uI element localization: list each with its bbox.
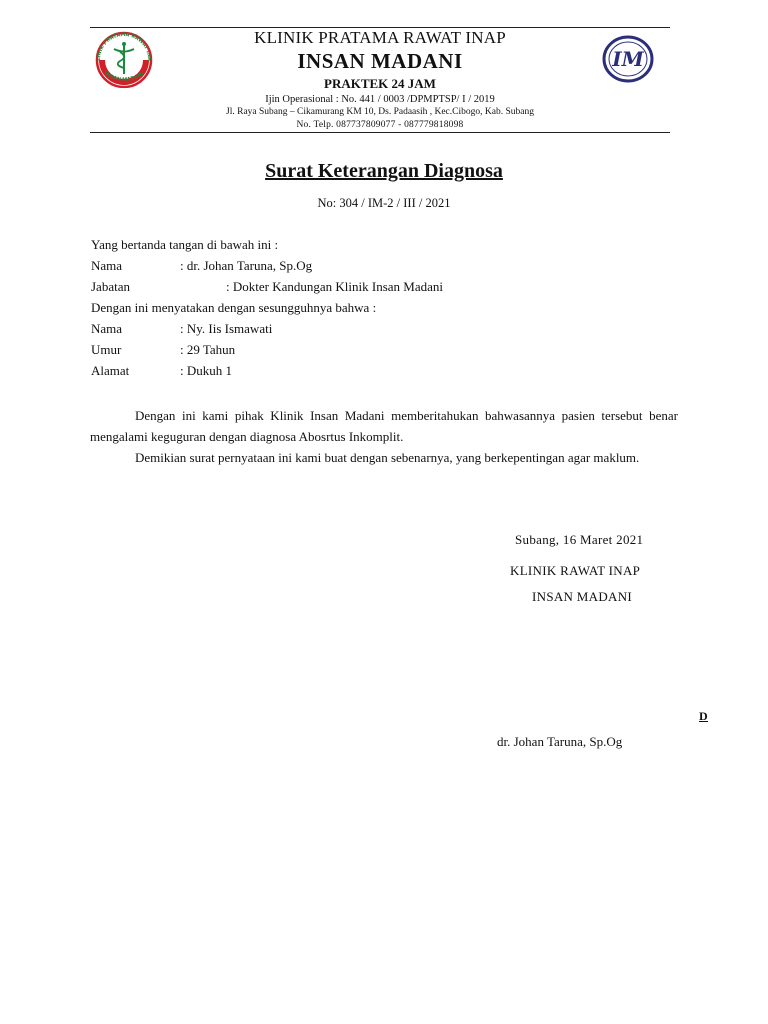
service-hours: PRAKTEK 24 JAM [324,76,436,91]
place-date: Subang, 16 Maret 2021 [515,532,644,547]
caduceus-seal-icon [92,30,156,88]
header-bottom-rule [90,132,670,133]
patient-age-label: Umur [91,342,122,357]
svg-text:INSAN MADANI: INSAN MADANI [103,70,145,84]
document-title-text: Surat Keterangan Diagnosa [265,160,503,182]
clinic-type: KLINIK PRATAMA RAWAT INAP [254,28,506,47]
im-monogram-icon [601,34,655,84]
signer-position-label: Jabatan [91,279,130,294]
patient-address-value: : Dukuh 1 [180,363,232,378]
clinic-monogram-logo [601,34,655,84]
document-title [90,160,678,183]
license-number: Ijin Operasional : No. 441 / 0003 /DPMPTSP/ I / 2019 [265,94,495,105]
signer-name-value: : dr. Johan Taruna, Sp.Og [180,258,313,273]
signature-org-line1: KLINIK RAWAT INAP [510,563,641,578]
clinic-address: Jl. Raya Subang – Cikamurang KM 10, Ds. Padaasih , Kec.Cibogo, Kab. Subang [226,107,534,117]
patient-name-value: : Ny. Iis Ismawati [180,321,273,336]
patient-age-value: : 29 Tahun [180,342,236,357]
intro-text: Yang bertanda tangan di bawah ini : [91,237,279,252]
statement-text: Dengan ini menyatakan dengan sesungguhnya bahwa : [91,300,377,315]
clinic-seal-logo [92,30,156,88]
signature-org-line2: INSAN MADANI [532,589,633,604]
signer-name-label: Nama [91,258,123,273]
body-paragraph-2: Demikian surat pernyataan ini kami buat dengan sebenarnya, yang berkepentingan agar maklum. [135,450,640,465]
signer-position-value: : Dokter Kandungan Klinik Insan Madani [226,279,443,294]
svg-text:KLINIK PRATAMA RAWAT INAP: LINIK PRATAMA RAWAT INA [95,31,153,62]
stray-mark: D [699,709,708,723]
clinic-name: INSAN MADANI [297,49,463,73]
svg-text:IM: IM [612,47,644,71]
patient-name-label: Nama [91,321,123,336]
body-paragraph-1: Dengan ini kami pihak Klinik Insan Madani memberitahukan bahwasannya pasien tersebut benar mengalami keguguran dengan diagnosa Abosrtus Inkomplit. [90,408,678,444]
document-number: No: 304 / IM-2 / III / 2021 [317,196,451,210]
clinic-phone: No. Telp. 087737809077 - 087779818098 [296,120,464,130]
signer-name: dr. Johan Taruna, Sp.Og [497,734,623,749]
patient-address-label: Alamat [91,363,130,378]
